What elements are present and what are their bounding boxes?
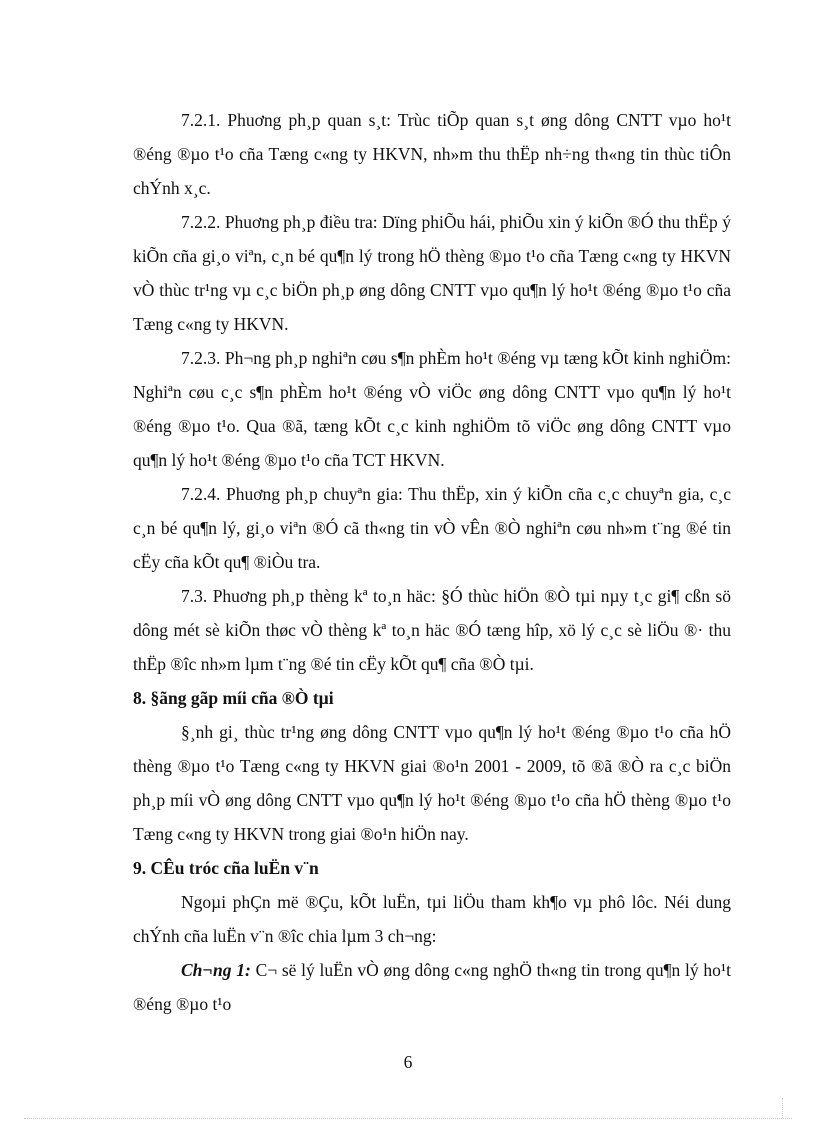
paragraph-7-2-2: 7.2.2. Phuơng ph¸p điều tra: Dïng phiÕu hái, phiÕu xin ý kiÕn ®Ó thu thËp ý kiÕn cña gi¸o viªn, c¸n bé qu¶n lý trong hÖ thèng ®µo t¹o cña Tæng c«ng ty HKVN vÒ thùc tr¹ng vµ c¸c biÖn ph¸p øng dông CNTT vµo qu¶n lý ho¹t ®éng ®µo t¹o cña Tæng c«ng ty HKVN. bbox=[133, 212, 731, 334]
corner-crop-mark bbox=[782, 1098, 803, 1118]
section-heading-9: 9. CÊu tróc cña luËn v¨n bbox=[133, 858, 319, 878]
paragraph-7-2-4: 7.2.4. Phuơng ph¸p chuyªn gia: Thu thËp, xin ý kiÕn cña c¸c chuyªn gia, c¸c c¸n bé qu¶n lý, gi¸o viªn ®Ó cã th«ng tin vÒ vÊn ®Ò nghiªn cøu nh»m t¨ng ®é tin cËy cña kÕt qu¶ ®iÒu tra. bbox=[133, 484, 731, 572]
chapter-1-title: C¬ së lý luËn vÒ øng dông c«ng nghÖ th«ng tin trong qu¶n lý ho¹t ®éng ®µo t¹o bbox=[133, 960, 731, 1014]
footer-dotted-rule bbox=[24, 1118, 792, 1119]
paragraph-7-2-3: 7.2.3. Ph¬ng ph¸p nghiªn cøu s¶n phÈm ho¹t ®éng vµ tæng kÕt kinh nghiÖm: Nghiªn cøu c¸c s¶n phÈm ho¹t ®éng vÒ viÖc øng dông CNTT vµo qu¶n lý ho¹t ®éng ®µo t¹o. Qua ®ã, tæng kÕt c¸c kinh nghiÖm tõ viÖc øng dông CNTT vµo qu¶n lý ho¹t ®éng ®µo t¹o cña TCT HKVN. bbox=[133, 348, 731, 470]
paragraph-7-2-1: 7.2.1. Phuơng ph¸p quan s¸t: Trùc tiÕp quan s¸t øng dông CNTT vµo ho¹t ®éng ®µo t¹o cña Tæng c«ng ty HKVN, nh»m thu thËp nh÷ng th«ng tin thùc tiÔn chÝnh x¸c. bbox=[133, 110, 731, 198]
chapter-1-line bbox=[133, 953, 731, 1021]
section-heading-8: 8. §ãng gãp míi cña ®Ò tµi bbox=[133, 688, 334, 708]
paragraph-7-3: 7.3. Phuơng ph¸p thèng kª to¸n häc: §Ó thùc hiÖn ®Ò tµi nµy t¸c gi¶ cßn sö dông mét sè kiÕn thøc vÒ thèng kª to¸n häc ®Ó tæng hîp, xö lý c¸c sè liÖu ®· thu thËp ®îc nh»m lµm t¨ng ®é tin cËy kÕt qu¶ cña ®Ò tµi. bbox=[133, 586, 731, 674]
page-number: 6 bbox=[403, 1052, 413, 1072]
paragraph-9: Ngoµi phÇn më ®Çu, kÕt luËn, tµi liÖu tham kh¶o vµ phô lôc. Néi dung chÝnh cña luËn v¨n ®îc chia lµm 3 ch¬ng: bbox=[133, 892, 731, 946]
paragraph-8: §¸nh gi¸ thùc tr¹ng øng dông CNTT vµo qu¶n lý ho¹t ®éng ®µo t¹o cña hÖ thèng ®µo t¹o Tæng c«ng ty HKVN giai ®o¹n 2001 - 2009, tõ ®ã ®Ò ra c¸c biÖn ph¸p míi vÒ øng dông CNTT vµo qu¶n lý ho¹t ®éng ®µo t¹o cña hÖ thèng ®µo t¹o Tæng c«ng ty HKVN trong giai ®o¹n hiÖn nay. bbox=[133, 722, 731, 844]
page-body bbox=[133, 103, 731, 1021]
chapter-1-label: Ch¬ng 1: bbox=[181, 960, 251, 980]
